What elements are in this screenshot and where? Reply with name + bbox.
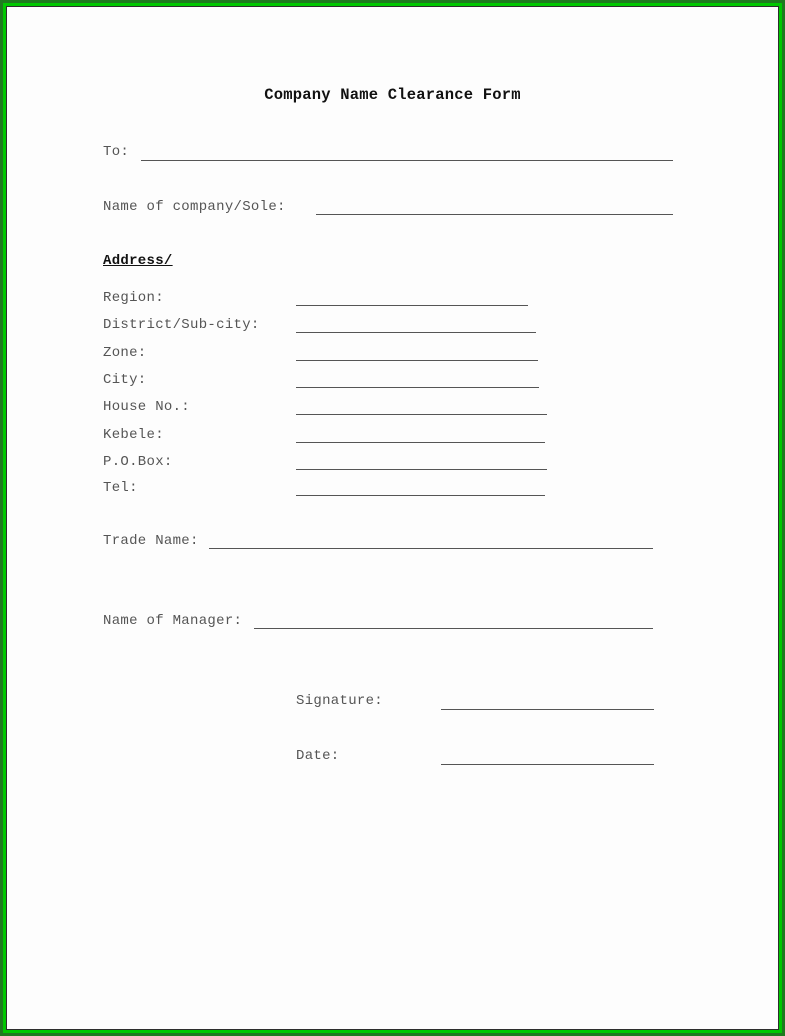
district-line[interactable]	[296, 332, 536, 333]
house-no-line[interactable]	[296, 414, 547, 415]
manager-name-line[interactable]	[254, 628, 653, 629]
region-label: Region:	[103, 290, 164, 306]
house-no-label: House No.:	[103, 399, 191, 415]
address-heading: Address/	[103, 253, 173, 269]
form-title: Company Name Clearance Form	[264, 86, 521, 104]
tel-label: Tel:	[103, 480, 138, 496]
company-name-line[interactable]	[316, 214, 673, 215]
manager-name-label: Name of Manager:	[103, 613, 243, 629]
city-line[interactable]	[296, 387, 539, 388]
to-label: To:	[103, 144, 130, 160]
signature-line[interactable]	[441, 709, 654, 710]
po-box-label: P.O.Box:	[103, 454, 173, 470]
trade-name-line[interactable]	[209, 548, 653, 549]
zone-line[interactable]	[296, 360, 538, 361]
to-line[interactable]	[141, 160, 673, 161]
city-label: City:	[103, 372, 147, 388]
signature-label: Signature:	[296, 693, 384, 709]
kebele-line[interactable]	[296, 442, 545, 443]
region-line[interactable]	[296, 305, 528, 306]
company-name-label: Name of company/Sole:	[103, 199, 286, 215]
trade-name-label: Trade Name:	[103, 533, 199, 549]
date-line[interactable]	[441, 764, 654, 765]
kebele-label: Kebele:	[103, 427, 164, 443]
date-label: Date:	[296, 748, 340, 764]
tel-line[interactable]	[296, 495, 545, 496]
zone-label: Zone:	[103, 345, 147, 361]
district-label: District/Sub-city:	[103, 317, 260, 333]
po-box-line[interactable]	[296, 469, 547, 470]
